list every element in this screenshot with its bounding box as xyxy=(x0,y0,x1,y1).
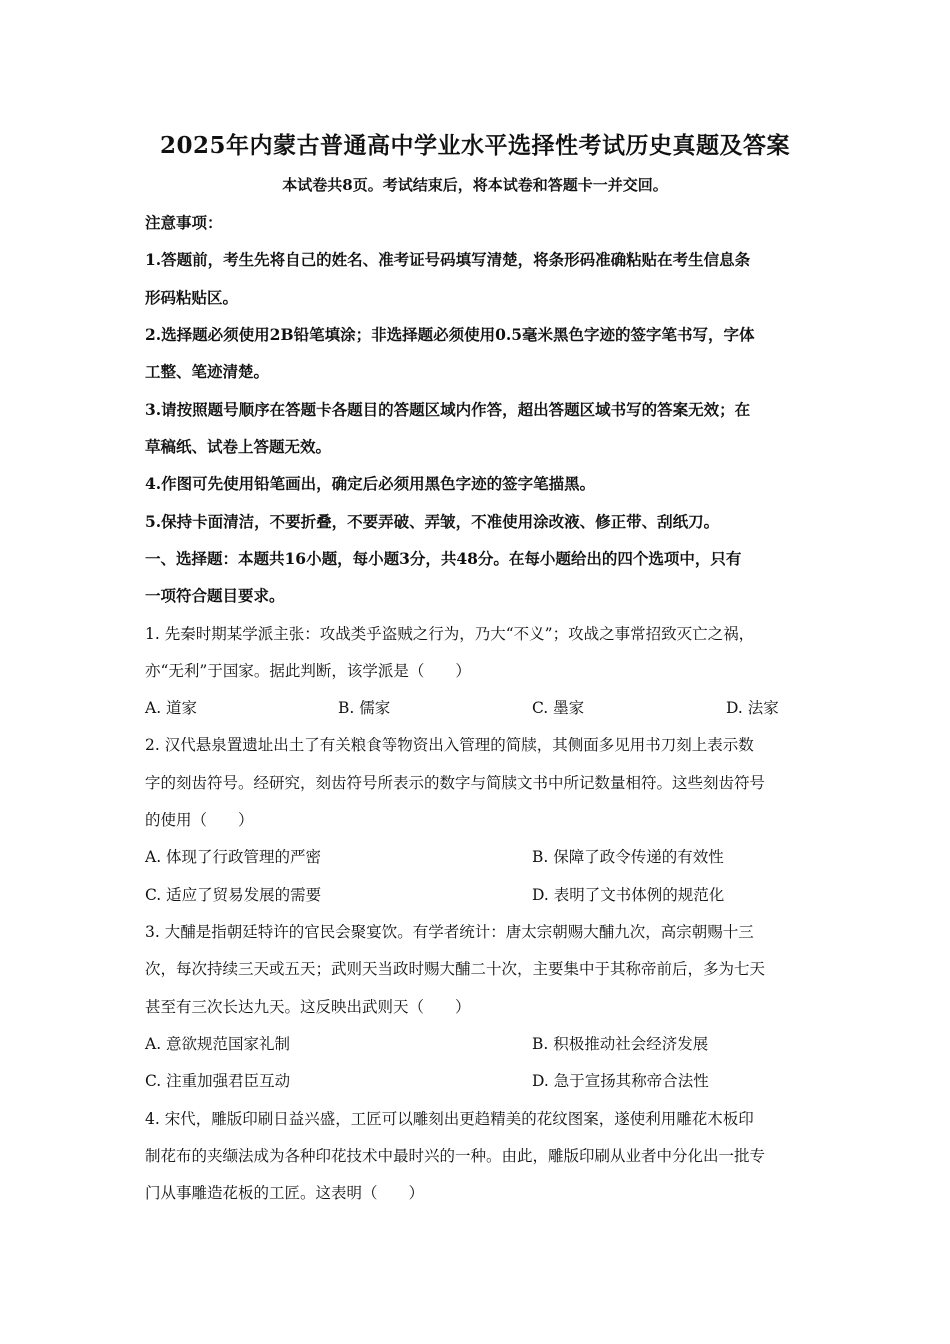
question-3-text: 3. 大酺是指朝廷特许的官民会聚宴饮。有学者统计：唐太宗朝赐大酺九次，高宗朝赐十三 xyxy=(145,923,754,941)
option-c: C. 注重加强君臣互动 xyxy=(145,1072,291,1090)
question-4-text: 门从事雕造花板的工匠。这表明（ ） xyxy=(145,1184,425,1202)
option-d: D. 表明了文书体例的规范化 xyxy=(532,886,725,904)
question-4-text: 制花布的夹缬法成为各种印花技术中最时兴的一种。由此，雕版印刷从业者中分化出一批专 xyxy=(145,1147,766,1165)
question-2-text: 字的刻齿符号。经研究，刻齿符号所表示的数字与简牍文书中所记数量相符。这些刻齿符号 xyxy=(145,774,766,792)
option-a: A. 道家 xyxy=(145,699,198,717)
note-line: 工整、笔迹清楚。 xyxy=(145,362,270,381)
note-line: 4.作图可先使用铅笔画出，确定后必须用黑色字迹的签字笔描黑。 xyxy=(145,474,596,493)
note-line: 1.答题前，考生先将自己的姓名、准考证号码填写清楚，将条形码准确粘贴在考生信息条 xyxy=(145,250,751,269)
question-2-options xyxy=(145,884,810,906)
question-1-text: 1. 先秦时期某学派主张：攻战类乎盗贼之行为，乃大“不义”；攻战之事常招致灭亡之祸， xyxy=(145,625,755,643)
option-a: A. 意欲规范国家礼制 xyxy=(145,1035,291,1053)
option-b: B. 保障了政令传递的有效性 xyxy=(532,848,724,866)
question-2-text: 2. 汉代悬泉置遗址出土了有关粮食等物资出入管理的简牍，其侧面多见用书刀刻上表示数 xyxy=(145,736,754,754)
note-line: 2.选择题必须使用2B铅笔填涂；非选择题必须使用0.5毫米黑色字迹的签字笔书写，字体 xyxy=(145,325,755,344)
notes-heading: 注意事项： xyxy=(145,213,223,232)
question-3-text: 次，每次持续三天或五天；武则天当政时赐大酺二十次，主要集中于其称帝前后，多为七天 xyxy=(145,960,766,978)
question-3-text: 甚至有三次长达九天。这反映出武则天（ ） xyxy=(145,998,471,1016)
option-b: B. 积极推动社会经济发展 xyxy=(532,1035,709,1053)
question-1-text: 亦“无利”于国家。据此判断，该学派是（ ） xyxy=(145,662,471,680)
note-line: 5.保持卡面清洁，不要折叠，不要弄破、弄皱，不准使用涂改液、修正带、刮纸刀。 xyxy=(145,512,720,531)
question-4-text: 4. 宋代，雕版印刷日益兴盛，工匠可以雕刻出更趋精美的花纹图案，遂使利用雕花木板印 xyxy=(145,1110,754,1128)
question-3-options xyxy=(145,1070,810,1092)
question-2-options xyxy=(145,846,810,868)
section-heading: 一项符合题目要求。 xyxy=(145,586,285,605)
option-c: C. 墨家 xyxy=(532,699,585,717)
question-2-text: 的使用（ ） xyxy=(145,811,254,829)
note-line: 草稿纸、试卷上答题无效。 xyxy=(145,437,332,456)
option-d: D. 法家 xyxy=(726,699,779,717)
exam-subtitle: 本试卷共8页。考试结束后，将本试卷和答题卡一并交回。 xyxy=(282,176,668,194)
section-heading: 一、选择题：本题共16小题，每小题3分，共48分。在每小题给出的四个选项中，只有 xyxy=(145,549,742,568)
option-c: C. 适应了贸易发展的需要 xyxy=(145,886,322,904)
option-a: A. 体现了行政管理的严密 xyxy=(145,848,322,866)
exam-title: 2025年内蒙古普通高中学业水平选择性考试历史真题及答案 xyxy=(159,132,790,159)
note-line: 3.请按照题号顺序在答题卡各题目的答题区域内作答，超出答题区域书写的答案无效；在 xyxy=(145,400,751,419)
note-line: 形码粘贴区。 xyxy=(145,288,239,307)
question-3-options xyxy=(145,1033,810,1055)
option-d: D. 急于宣扬其称帝合法性 xyxy=(532,1072,709,1090)
option-b: B. 儒家 xyxy=(338,699,391,717)
question-1-options xyxy=(145,697,810,719)
